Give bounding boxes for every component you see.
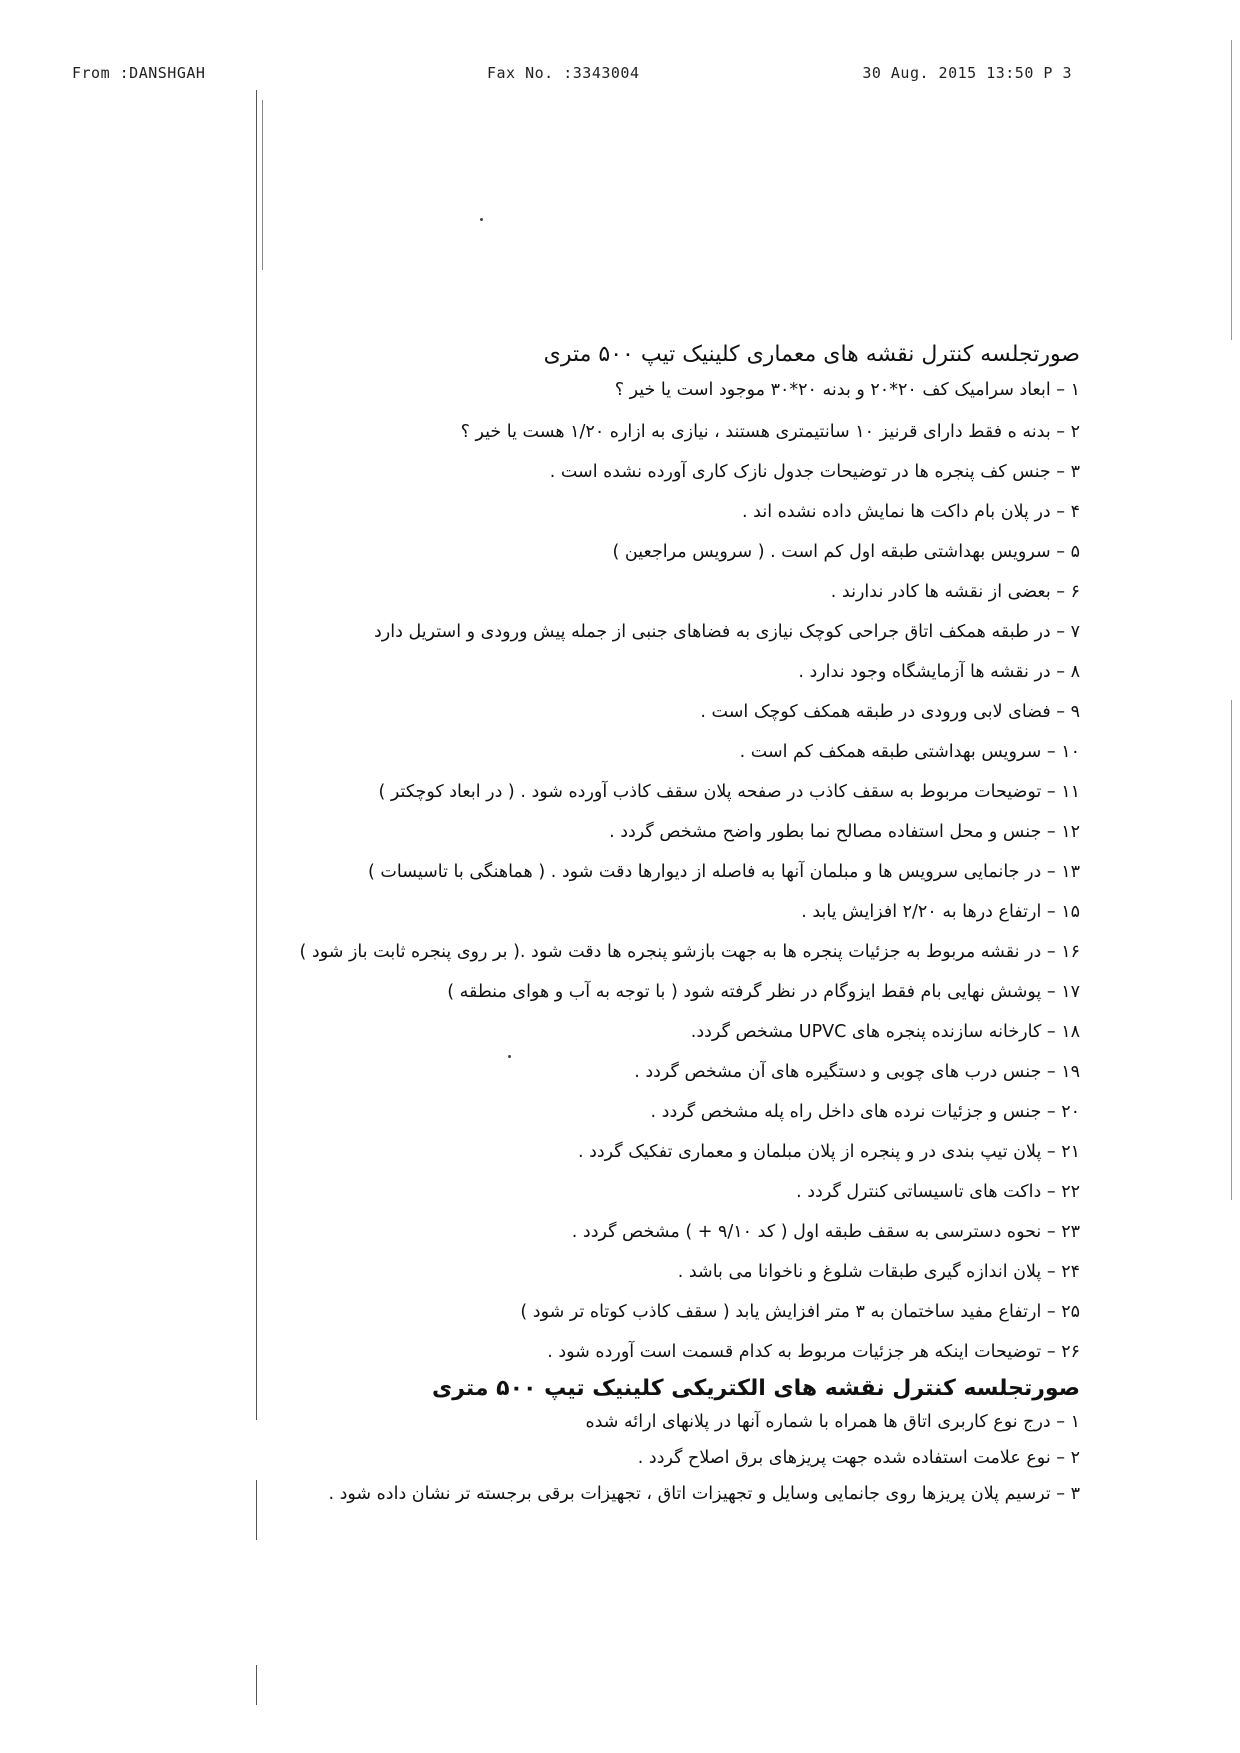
list-item: ۱۷ – پوشش نهایی بام فقط ایزوگام در نظر گرفته شود ( با توجه به آب و هوای منطقه ) xyxy=(447,982,1080,1002)
list-item: ۹ – فضای لابی ورودی در طبقه همکف کوچک است . xyxy=(700,702,1080,722)
list-item: ۶ – بعضی از نقشه ها کادر ندارند . xyxy=(830,582,1080,602)
electrical-items-list xyxy=(190,1404,1080,1512)
list-item: ۱ – درج نوع کاربری اتاق ها همراه با شماره آنها در پلانهای ارائه شده xyxy=(585,1412,1080,1432)
document-body xyxy=(190,340,1080,1512)
list-item: ۲۳ – نحوه دسترسی به سقف طبقه اول ( کد ۹/۱۰ + ) مشخص گردد . xyxy=(571,1222,1080,1242)
architectural-review-title: صورتجلسه کنترل نقشه های معماری کلینیک تیپ ۵۰۰ متری xyxy=(543,342,1080,367)
list-item: ۳ – ترسیم پلان پریزها روی جانمایی وسایل و تجهیزات اتاق ، تجهیزات برقی برجسته تر نشان داده شود . xyxy=(328,1484,1080,1504)
fax-header xyxy=(72,64,1072,86)
scan-noise xyxy=(520,0,720,10)
scan-speck xyxy=(480,218,483,221)
list-item: ۵ – سرویس بهداشتی طبقه اول کم است . ( سرویس مراجعین ) xyxy=(612,542,1080,562)
list-item: ۲ – بدنه ه فقط دارای قرنیز ۱۰ سانتیمتری هستند ، نیازی به ازاره ۱/۲۰ هست یا خیر ؟ xyxy=(460,422,1080,442)
list-item: ۱۳ – در جانمایی سرویس ها و مبلمان آنها به فاصله از دیوارها دقت شود . ( هماهنگی با تاسیسات ) xyxy=(368,862,1080,882)
list-item: ۲۲ – داکت های تاسیساتی کنترل گردد . xyxy=(796,1182,1080,1202)
architectural-items-list xyxy=(190,370,1080,1372)
fax-number: Fax No. :3343004 xyxy=(487,64,640,82)
list-item: ۴ – در پلان بام داکت ها نمایش داده نشده اند . xyxy=(742,502,1080,522)
list-item: ۲۱ – پلان تیپ بندی در و پنجره از پلان مبلمان و معماری تفکیک گردد . xyxy=(577,1142,1080,1162)
list-item: ۳ – جنس کف پنجره ها در توضیحات جدول نازک کاری آورده نشده است . xyxy=(549,462,1080,482)
list-item: ۱۹ – جنس درب های چوبی و دستگیره های آن مشخص گردد . xyxy=(634,1062,1080,1082)
list-item: ۱۱ – توضیحات مربوط به سقف کاذب در صفحه پلان سقف کاذب آورده شود . ( در ابعاد کوچکتر ) xyxy=(378,782,1080,802)
list-item: ۱۸ – کارخانه سازنده پنجره های UPVC مشخص گردد. xyxy=(690,1022,1080,1042)
list-item: ۲۰ – جنس و جزئیات نرده های داخل راه پله مشخص گردد . xyxy=(650,1102,1080,1122)
list-item: ۸ – در نقشه ها آزمایشگاه وجود ندارد . xyxy=(798,662,1080,682)
list-item: ۱ – ابعاد سرامیک کف ۲۰*۲۰ و بدنه ۲۰*۳۰ موجود است یا خیر ؟ xyxy=(614,380,1080,400)
fax-sender: From :DANSHGAH xyxy=(72,64,206,82)
electrical-review-title: صورتجلسه کنترل نقشه های الکتریکی کلینیک تیپ ۵۰۰ متری xyxy=(432,1376,1080,1401)
list-item: ۱۵ – ارتفاع درها به ۲/۲۰ افزایش یابد . xyxy=(801,902,1080,922)
scan-edge-line xyxy=(1231,40,1232,340)
list-item: ۲۴ – پلان اندازه گیری طبقات شلوغ و ناخوانا می باشد . xyxy=(677,1262,1080,1282)
binding-margin-line-bottom xyxy=(256,1665,257,1705)
binding-margin-line-secondary xyxy=(262,100,263,270)
list-item: ۱۰ – سرویس بهداشتی طبقه همکف کم است . xyxy=(739,742,1080,762)
list-item: ۱۲ – جنس و محل استفاده مصالح نما بطور واضح مشخص گردد . xyxy=(609,822,1080,842)
list-item: ۲۵ – ارتفاع مفید ساختمان به ۳ متر افزایش یابد ( سقف کاذب کوتاه تر شود ) xyxy=(520,1302,1080,1322)
fax-timestamp-page: 30 Aug. 2015 13:50 P 3 xyxy=(862,64,1072,82)
list-item: ۱۶ – در نقشه مربوط به جزئیات پنجره ها به جهت بازشو پنجره ها دقت شود .( بر روی پنجره ثابت باز شود ) xyxy=(299,942,1080,962)
list-item: ۷ – در طبقه همکف اتاق جراحی کوچک نیازی به فضاهای جنبی از جمله پیش ورودی و استریل دارد xyxy=(374,622,1080,642)
list-item: ۲۶ – توضیحات اینکه هر جزئیات مربوط به کدام قسمت است آورده شود . xyxy=(547,1342,1080,1362)
list-item: ۲ – نوع علامت استفاده شده جهت پریزهای برق اصلاح گردد . xyxy=(637,1448,1080,1468)
scan-edge-line-lower xyxy=(1231,700,1232,1200)
